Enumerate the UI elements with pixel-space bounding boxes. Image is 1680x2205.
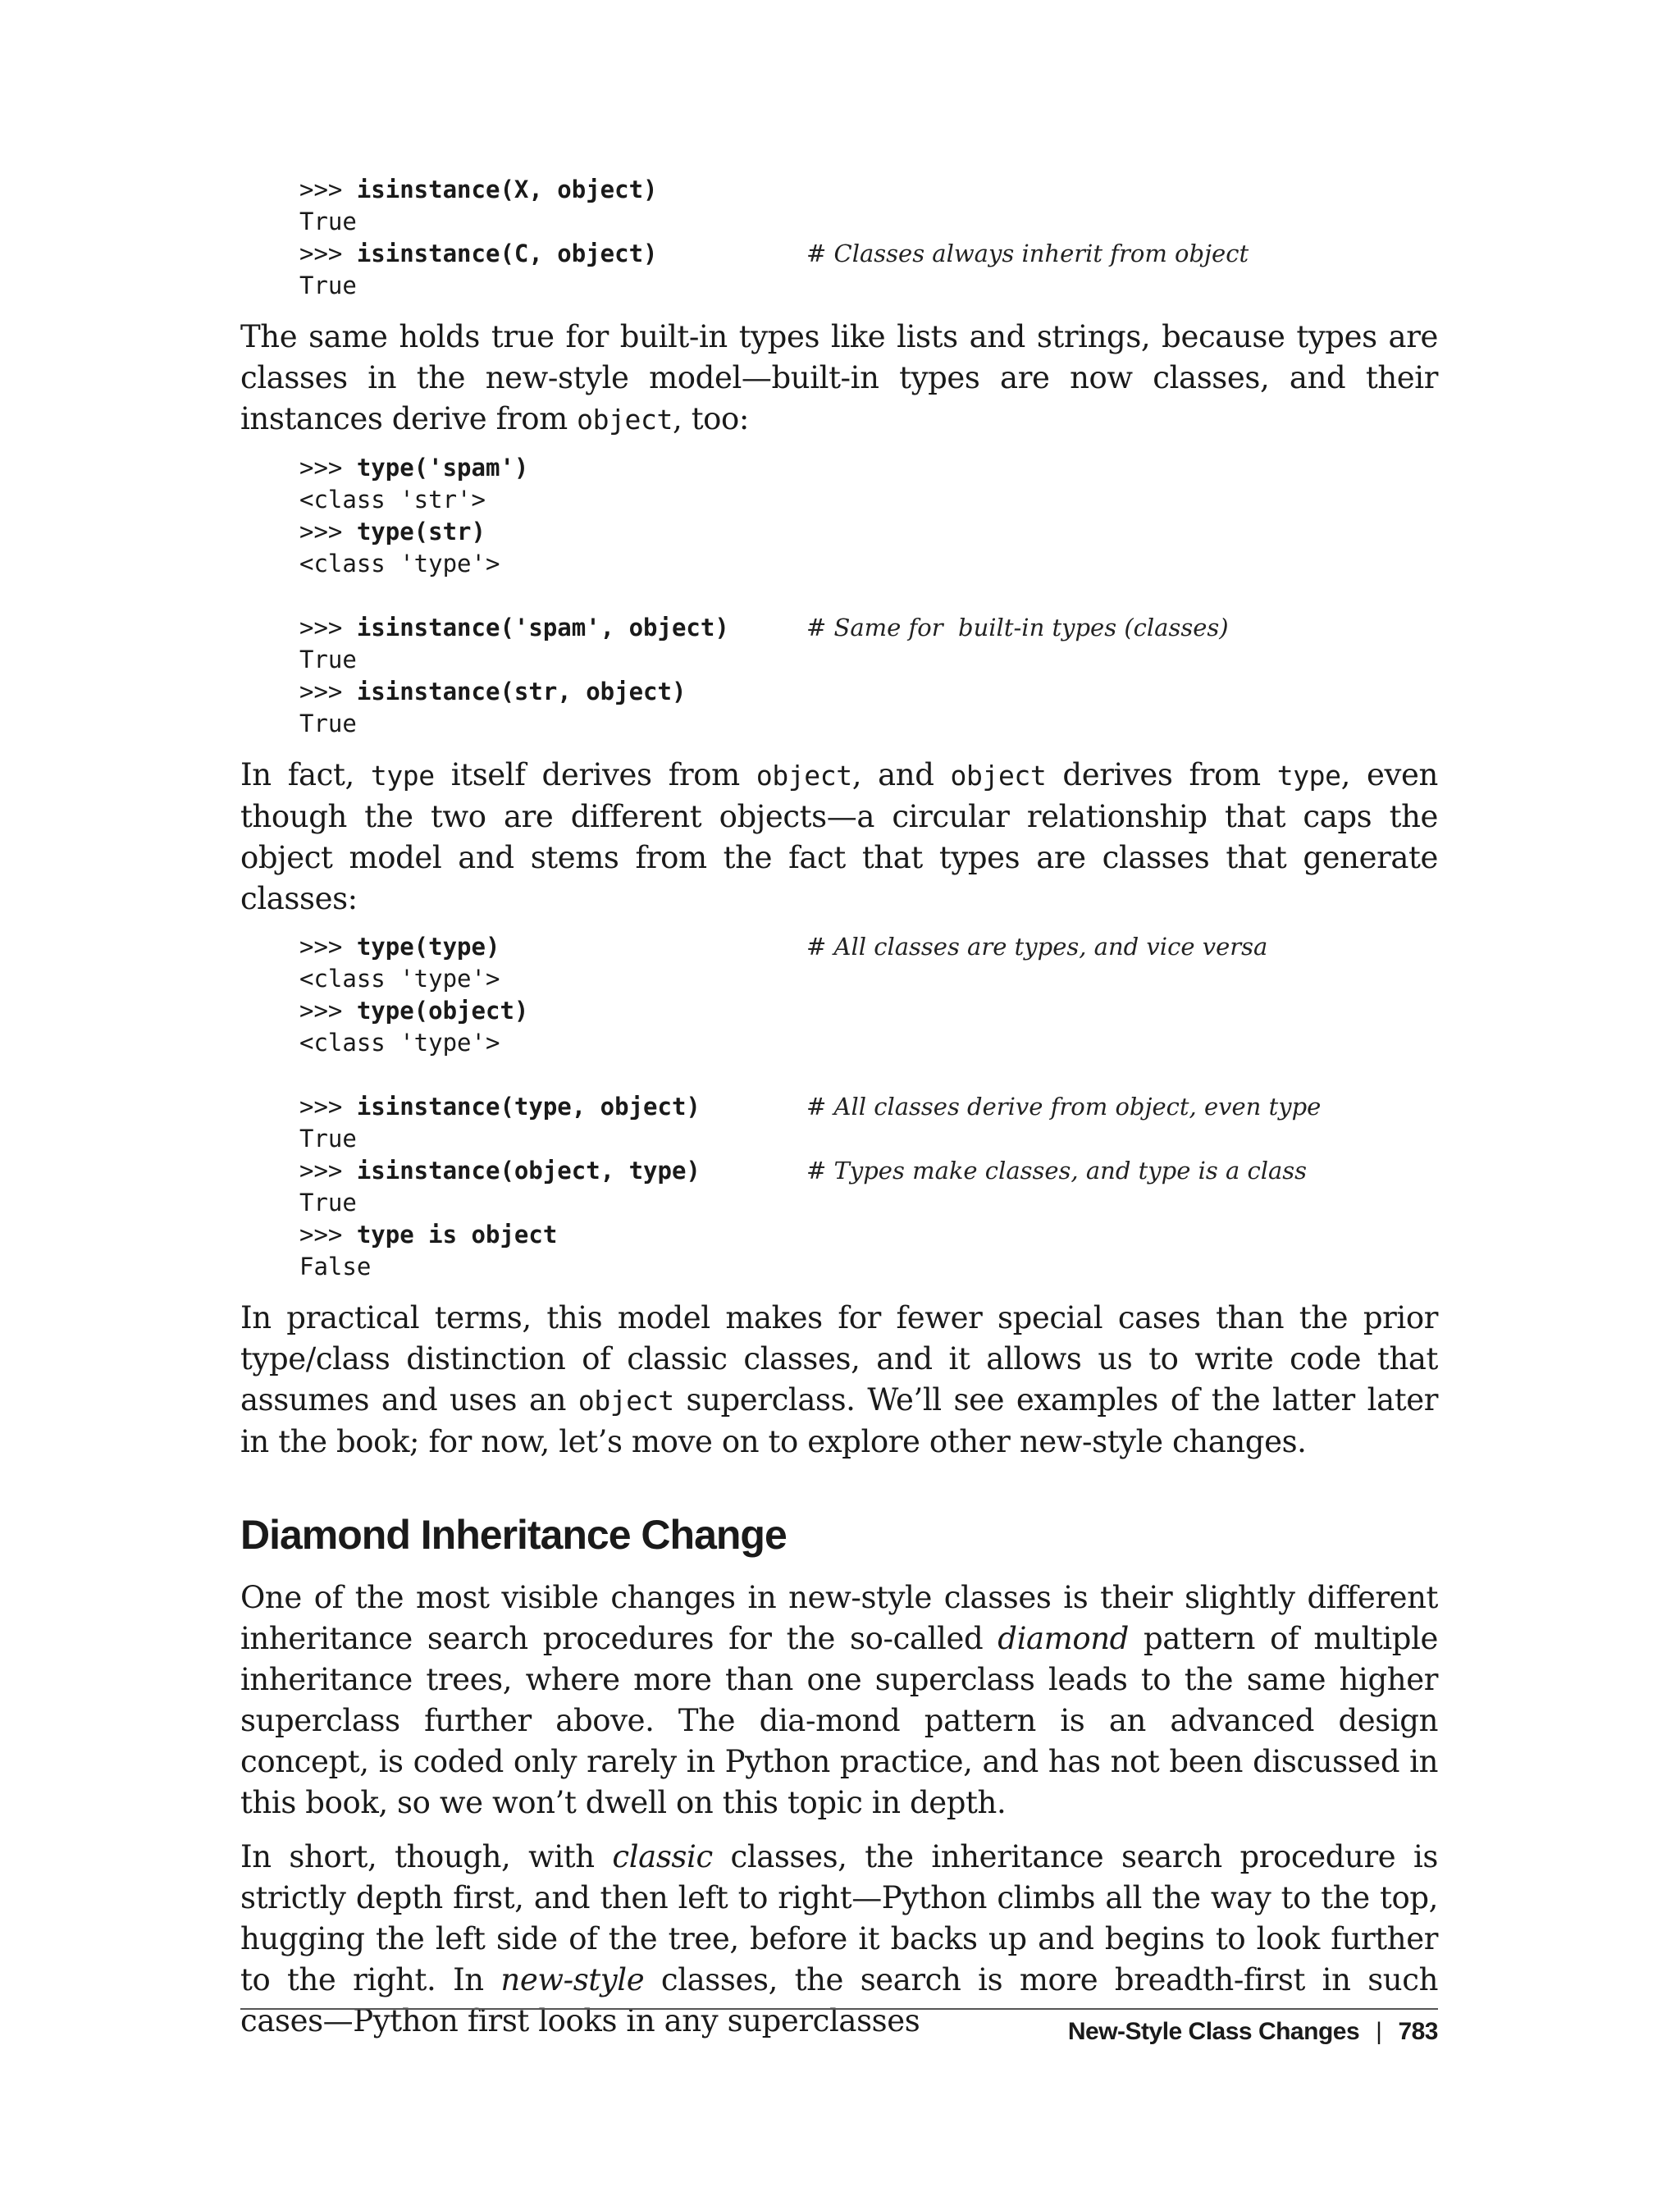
code-block-3	[299, 612, 1438, 740]
code-output: <class 'type'>	[299, 550, 500, 578]
code-line	[299, 963, 1438, 995]
page-number: 783	[1398, 2018, 1438, 2045]
inline-code: object	[950, 760, 1047, 792]
code-line	[299, 206, 1438, 238]
code-output: True	[299, 272, 357, 299]
code-comment: # All classes derive from object, even type	[806, 1093, 1322, 1121]
code-line	[299, 452, 1438, 484]
paragraph-2: In fact, type itself derives from object, and object derives from type, even though the two are different objects—a circular relationship that caps the object model and stems from the fact that types are classes that generate classes:	[240, 757, 1438, 916]
code-line	[299, 270, 1438, 302]
code-output: <class 'type'>	[299, 965, 500, 993]
code-prompt: >>>	[299, 1221, 357, 1249]
code-input: isinstance('spam', object)	[356, 614, 729, 641]
code-line	[299, 1155, 1438, 1187]
code-prompt: >>>	[299, 454, 357, 482]
code-line	[299, 1027, 1438, 1059]
code-output: True	[299, 208, 357, 235]
code-input: type(str)	[356, 518, 486, 546]
code-prompt: >>>	[299, 997, 357, 1025]
inline-code: object	[578, 1385, 674, 1417]
code-line	[299, 1123, 1438, 1155]
code-line	[299, 516, 1438, 548]
code-prompt: >>>	[299, 518, 357, 546]
code-output: True	[299, 1189, 357, 1217]
code-input: type(object)	[356, 997, 529, 1025]
code-input: isinstance(C, object)	[356, 240, 658, 267]
inline-code: object	[577, 404, 673, 436]
code-line	[299, 708, 1438, 740]
code-line	[299, 484, 1438, 516]
emphasis: classic	[612, 1839, 713, 1874]
code-input: type(type)	[356, 933, 500, 961]
code-line	[299, 612, 1438, 644]
code-output: True	[299, 710, 357, 737]
code-prompt: >>>	[299, 1157, 357, 1185]
emphasis: new-style	[500, 1962, 645, 1997]
footer-chapter-title: New-Style Class Changes	[1067, 2018, 1360, 2045]
paragraph-3: In practical terms, this model makes for fewer special cases than the prior type/class distinction of classic classes, and it allows us to write code that assumes and uses an object superclass. We’ll see examples of the latter later in the book; for now, let’s move on to explore other new-style changes.	[240, 1300, 1439, 1459]
paragraph-1: The same holds true for built-in types like lists and strings, because types are classes in the new-style model—built-in types are now classes, and their instances derive from object, too:	[240, 319, 1438, 436]
code-input: isinstance(object, type)	[356, 1157, 701, 1185]
code-prompt: >>>	[299, 1093, 357, 1121]
footer-separator: |	[1376, 2018, 1382, 2045]
code-output: <class 'str'>	[299, 486, 486, 514]
code-line	[299, 644, 1438, 676]
code-line	[299, 1187, 1438, 1219]
code-input: isinstance(str, object)	[356, 678, 687, 705]
code-input: type is object	[356, 1221, 558, 1249]
code-input: isinstance(type, object)	[356, 1093, 701, 1121]
code-block-1	[299, 174, 1438, 302]
code-block-4	[299, 931, 1438, 1059]
code-prompt: >>>	[299, 933, 357, 961]
inline-code: object	[756, 760, 852, 792]
code-output: False	[299, 1253, 372, 1281]
inline-code: type	[1276, 760, 1341, 792]
section-heading: Diamond Inheritance Change	[240, 1512, 787, 1558]
page-footer	[240, 2008, 1438, 2046]
inline-code: type	[370, 760, 435, 792]
code-line	[299, 1251, 1438, 1283]
code-prompt: >>>	[299, 678, 357, 705]
code-line	[299, 995, 1438, 1027]
code-line	[299, 1219, 1438, 1251]
code-line	[299, 931, 1438, 963]
code-comment: # Same for built-in types (classes)	[806, 614, 1229, 641]
code-prompt: >>>	[299, 240, 357, 267]
code-line	[299, 548, 1438, 580]
code-prompt: >>>	[299, 176, 357, 203]
code-block-5	[299, 1091, 1438, 1283]
page-content	[240, 174, 1438, 2042]
code-comment: # Classes always inherit from object	[806, 240, 1249, 267]
emphasis: diamond	[998, 1621, 1129, 1656]
code-line	[299, 676, 1438, 708]
code-line	[299, 174, 1438, 206]
code-output: True	[299, 646, 357, 673]
code-prompt: >>>	[299, 614, 357, 641]
code-input: isinstance(X, object)	[356, 176, 658, 203]
code-comment: # All classes are types, and vice versa	[806, 933, 1268, 961]
code-input: type('spam')	[356, 454, 529, 482]
code-line	[299, 238, 1438, 270]
code-output: True	[299, 1125, 357, 1153]
paragraph-4: One of the most visible changes in new-style classes is their slightly different inheritance search procedures for the so-called diamond pattern of multiple inheritance trees, where more than one superclass leads to the same higher superclass further above. The dia-mond pattern is an advanced design concept, is coded only rarely in Python practice, and has not been discussed in this book, so we won’t dwell on this topic in depth.	[240, 1580, 1438, 1820]
code-line	[299, 1091, 1438, 1123]
paragraph-5: In short, though, with classic classes, the inheritance search procedure is strictly depth first, and then left to right—Python climbs all the way to the top, hugging the left side of the tree, before it backs up and begins to look further to the right. In new-style classes, the search is more breadth-first in such cases—Python first looks in any superclasses	[240, 1839, 1438, 2038]
code-block-2	[299, 452, 1438, 580]
code-output: <class 'type'>	[299, 1029, 500, 1057]
code-comment: # Types make classes, and type is a class	[806, 1157, 1308, 1185]
